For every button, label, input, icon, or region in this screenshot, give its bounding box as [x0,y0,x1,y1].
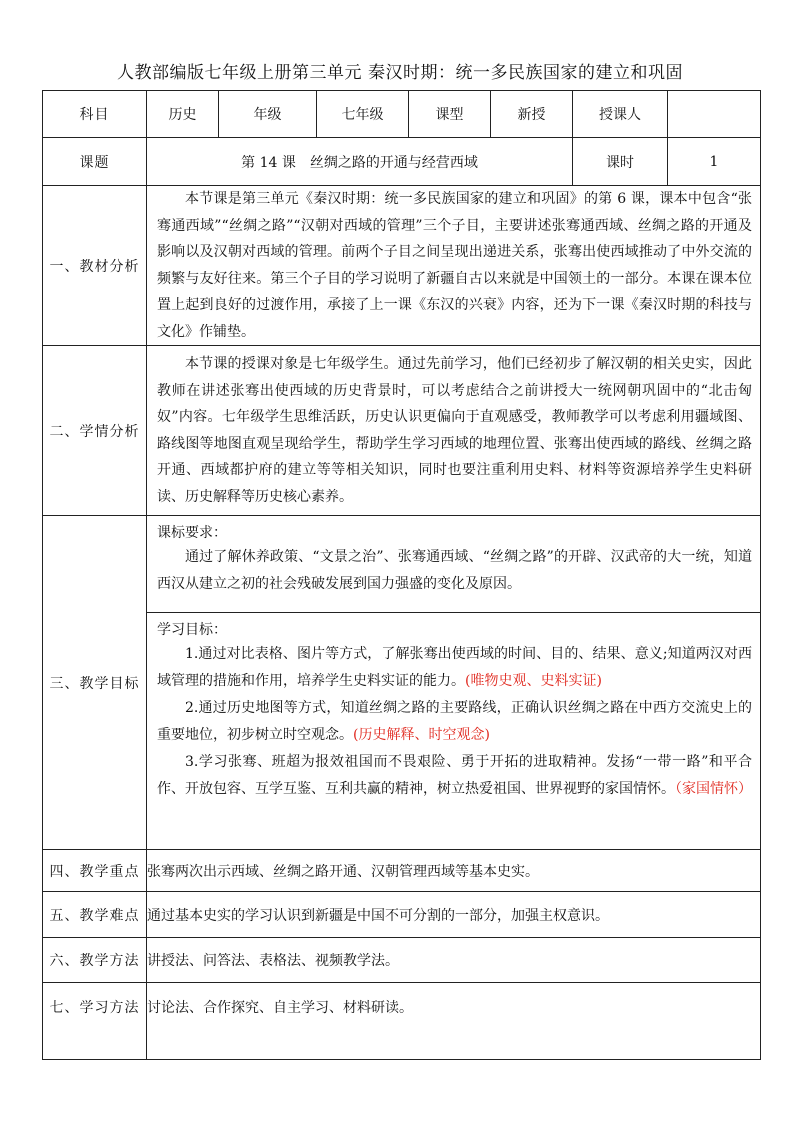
key-points-label: 四、教学重点 [43,850,147,892]
teaching-goals-label: 三、教学目标 [43,516,147,850]
learning-goal-2-text: 2.通过历史地图等方式，知道丝绸之路的主要路线，正确认识丝绸之路在中西方交流史上的重要地位，初步树立时空观念。 [157,700,752,743]
learning-methods-row [43,983,761,1060]
header-row [43,91,761,138]
material-analysis-text: 本节课是第三单元《秦汉时期：统一多民族国家的建立和巩固》的第 6 课，课本中包含“张骞通西域”“丝绸之路”“汉朝对西域的管理”三个子目，主要讲述张骞通西域、丝绸之路的开通及影响以及汉朝对西域的管理。前两个子目之间呈现出递进关系，张骞出使西域推动了中外交流的频繁与友好往来。第三个子目的学习说明了新疆自古以来就是中国领土的一部分。本课在课本位置上起到良好的过渡作用，承接了上一课《东汉的兴衰》内容，还为下一课《秦汉时期的科技与文化》作铺垫。 [157,191,752,340]
learning-goal-3-tag: （家国情怀） [675,781,752,797]
lesson-plan-table [42,90,761,1060]
learning-goal-2-tag: (历史解释、时空观念) [353,727,490,743]
student-analysis-row [43,346,761,516]
student-analysis-text: 本节课的授课对象是七年级学生。通过先前学习，他们已经初步了解汉朝的相关史实，因此教师在讲述张骞出使西域的历史背景时，可以考虑结合之前讲授大一统网朝巩固中的“北击匈奴”内容。七年级学生思维活跃，历史认识更偏向于直观感受，教师教学可以考虑利用疆域图、路线图等地图直观呈现给学生，帮助学生学习西域的地理位置、张骞出使西域的路线、丝绸之路开通、西域都护府的建立等等相关知识，同时也要注重利用史料、材料等资源培养学生史料研读、历史解释等历史核心素养。 [157,356,752,505]
learning-goal-1-tag: (唯物史观、史料实证) [465,673,602,689]
type-value: 新授 [491,91,573,138]
grade-value: 七年级 [317,91,409,138]
hours-value: 1 [668,138,761,186]
curriculum-standard-text: 通过了解休养政策、“文景之治”、张骞通西域、“丝绸之路”的开辟、汉武帝的大一统，知道西汉从建立之初的社会残破发展到国力强盛的变化及原因。 [157,549,752,592]
topic-value: 第 14 课 丝绸之路的开通与经营西域 [147,138,573,186]
teacher-value [668,91,761,138]
student-analysis-label: 二、学情分析 [43,346,147,516]
topic-row [43,138,761,186]
difficulties-text: 通过基本史实的学习认识到新疆是中国不可分割的一部分，加强主权意识。 [147,892,761,938]
learning-goal-2 [147,695,760,749]
learning-goal-1 [147,641,760,695]
subject-label: 科目 [43,91,147,138]
learning-goal-3 [147,749,760,803]
teaching-methods-row [43,938,761,983]
document-title: 人教部编版七年级上册第三单元 秦汉时期：统一多民族国家的建立和巩固 [117,63,683,83]
teaching-goals-row [43,516,761,850]
teaching-methods-text: 讲授法、问答法、表格法、视频教学法。 [147,938,761,983]
subject-value: 历史 [147,91,219,138]
learning-goal-3-text: 3.学习张骞、班超为报效祖国而不畏艰险、勇于开拓的进取精神。发扬“一带一路”和平合作、开放包容、互学互鉴、互利共赢的精神，树立热爱祖国、世界视野的家国情怀。 [157,754,752,797]
learning-goal-1-text: 1.通过对比表格、图片等方式，了解张骞出使西域的时间、目的、结果、意义;知道两汉对西域管理的措施和作用，培养学生史料实证的能力。 [157,646,752,689]
learning-methods-label: 七、学习方法 [43,983,147,1060]
key-points-row [43,850,761,892]
grade-label: 年级 [219,91,317,138]
key-points-text: 张骞两次出示西域、丝绸之路开通、汉朝管理西域等基本史实。 [147,850,761,892]
material-analysis-row [43,186,761,346]
learning-goals-title: 学习目标： [157,622,227,638]
curriculum-standard-title: 课标要求： [157,525,227,541]
topic-label: 课题 [43,138,147,186]
teaching-methods-label: 六、教学方法 [43,938,147,983]
learning-methods-text: 讨论法、合作探究、自主学习、材料研读。 [147,983,761,1060]
difficulties-row [43,892,761,938]
material-analysis-label: 一、教材分析 [43,186,147,346]
teacher-label: 授课人 [573,91,668,138]
difficulties-label: 五、教学难点 [43,892,147,938]
type-label: 课型 [409,91,491,138]
hours-label: 课时 [573,138,668,186]
